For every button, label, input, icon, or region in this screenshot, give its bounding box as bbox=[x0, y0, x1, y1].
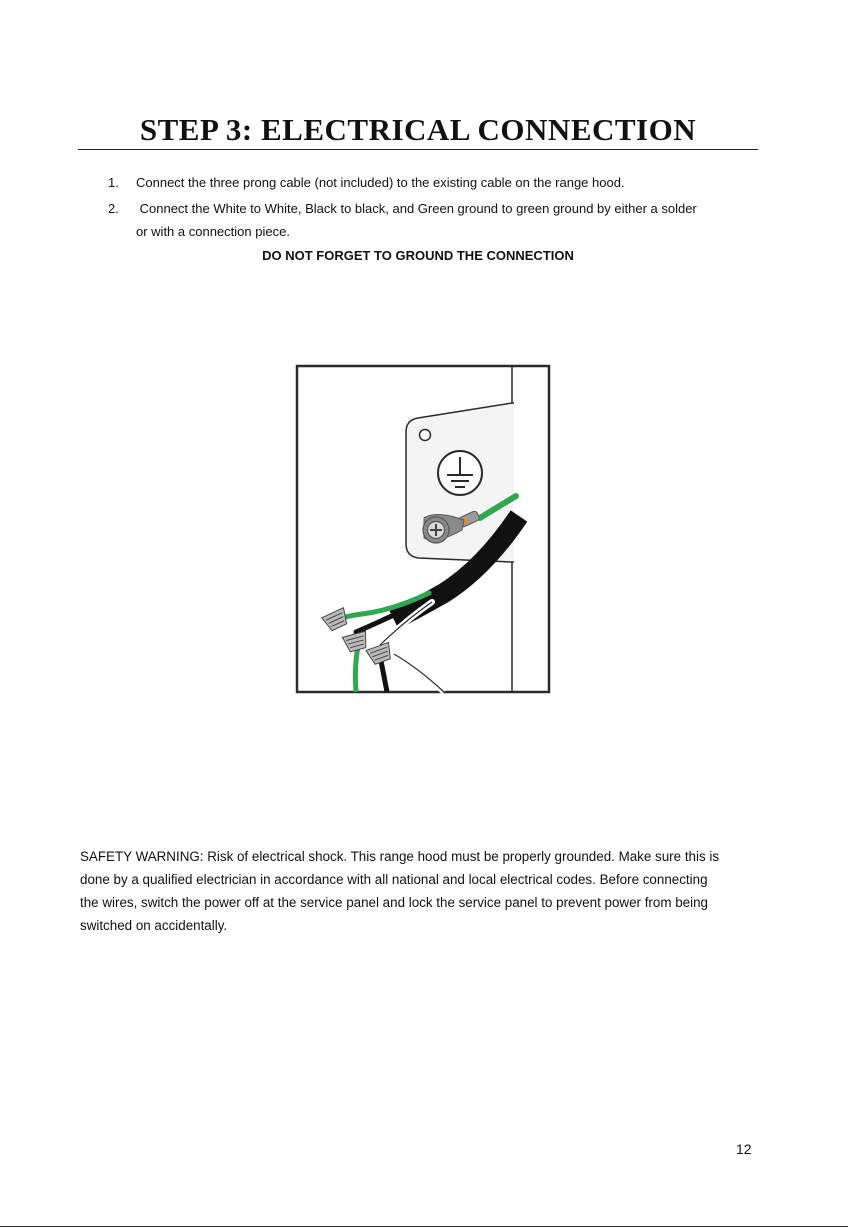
warning-line: done by a qualified electrician in accordance with all national and local electrical codes. Before connecting bbox=[80, 872, 708, 887]
page-number: 12 bbox=[736, 1141, 752, 1157]
step-text: Connect the White to White, Black to black, and Green ground to green ground by either a solder bbox=[136, 201, 697, 216]
wiring-diagram bbox=[294, 358, 556, 698]
ground-warning-emphasis: DO NOT FORGET TO GROUND THE CONNECTION bbox=[262, 248, 574, 263]
page-title: STEP 3: ELECTRICAL CONNECTION bbox=[139, 112, 697, 147]
warning-line: SAFETY WARNING: Risk of electrical shock. This range hood must be properly grounded. Make sure this is bbox=[80, 849, 720, 864]
step-text: Connect the three prong cable (not included) to the existing cable on the range hood. bbox=[136, 175, 625, 190]
ground-symbol-icon bbox=[438, 451, 482, 495]
step-text: or with a connection piece. bbox=[136, 224, 290, 239]
mounting-hole-icon bbox=[420, 430, 431, 441]
step-number: 1. bbox=[108, 175, 119, 190]
green-wire-down bbox=[355, 646, 358, 692]
warning-line: switched on accidentally. bbox=[80, 918, 228, 933]
step-number: 2. bbox=[108, 201, 119, 216]
title-underline bbox=[78, 149, 758, 150]
safety-warning bbox=[80, 845, 770, 937]
footer-rule bbox=[0, 1226, 848, 1227]
warning-line: the wires, switch the power off at the service panel and lock the service panel to prevent power from being bbox=[80, 895, 708, 910]
